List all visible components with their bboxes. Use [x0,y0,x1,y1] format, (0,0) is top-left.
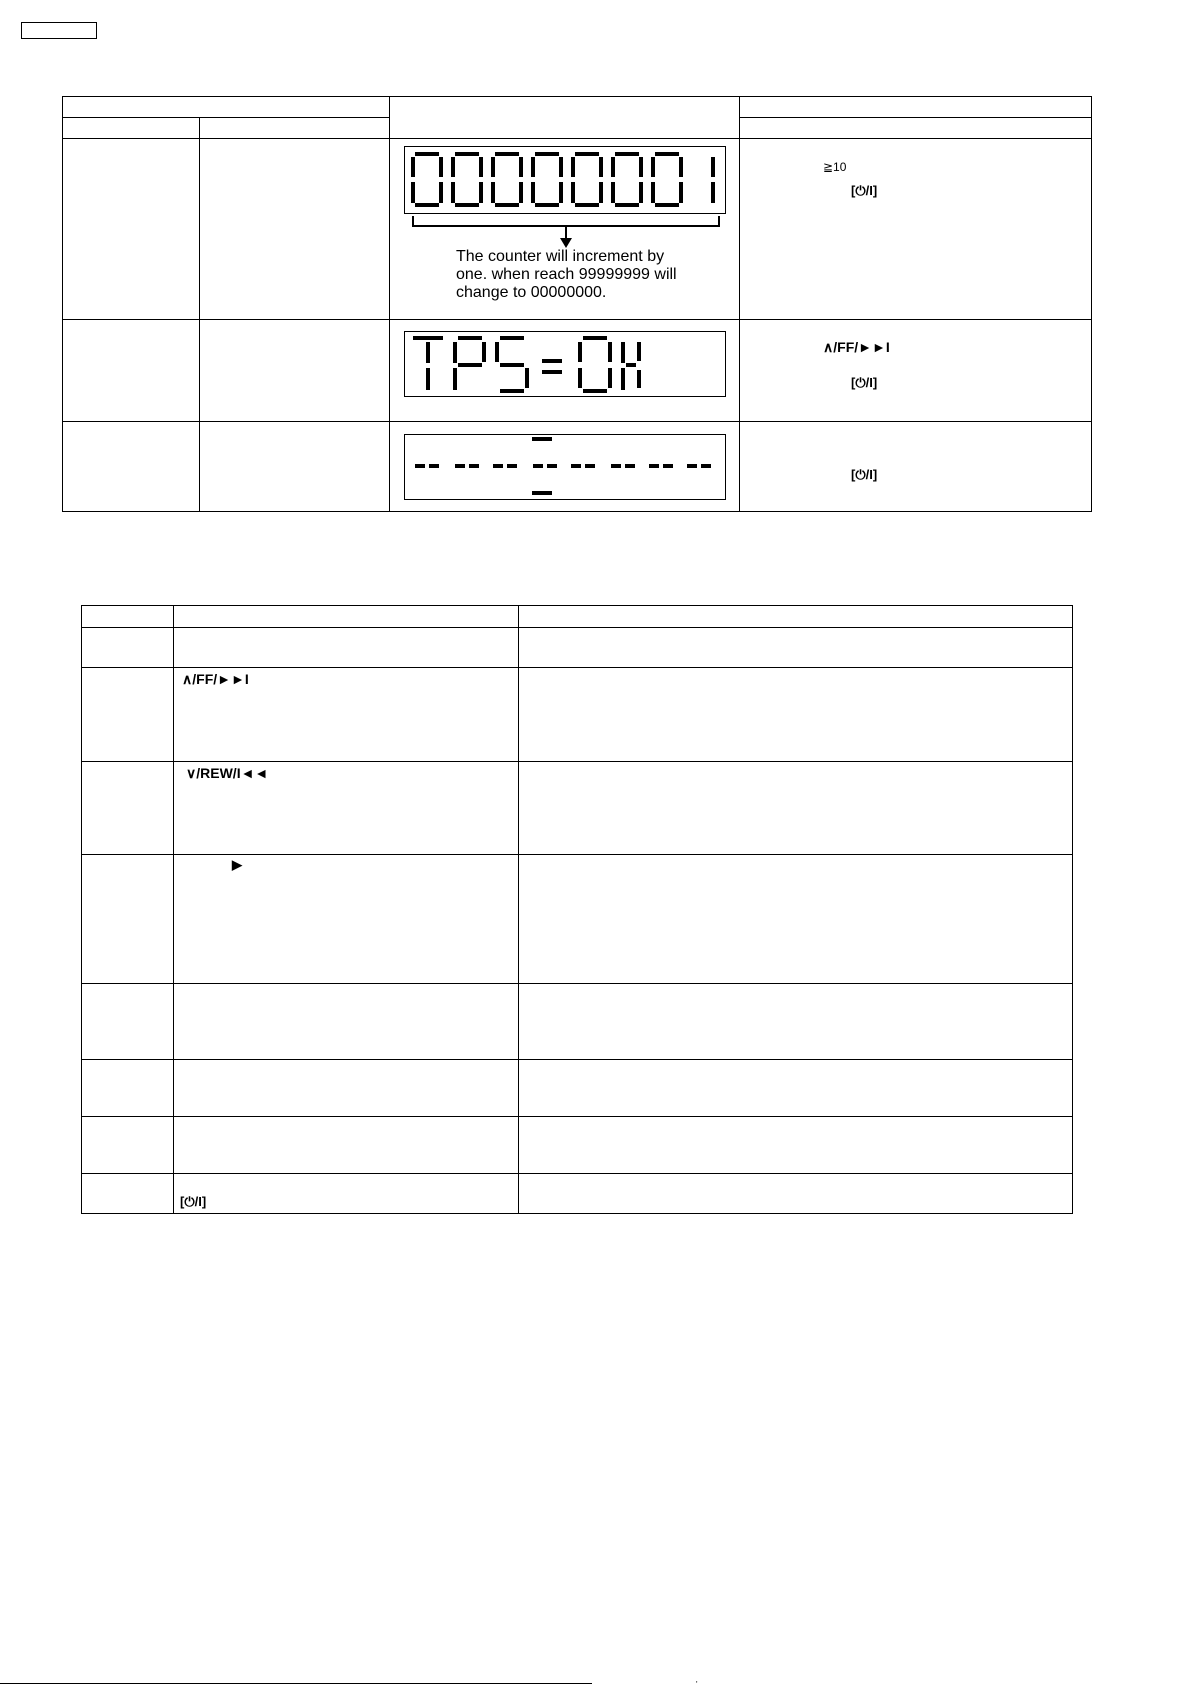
table-cell [390,320,740,422]
power-key-label: [⏻/I] [851,467,878,482]
table-cell [174,762,519,855]
table-cell [519,1174,1073,1214]
table-row [63,422,1092,512]
table-cell [174,1060,519,1117]
table-cell [174,855,519,984]
footer-mark: ' [696,1680,698,1689]
footer-rule [0,1683,592,1684]
power-key-label: [⏻/I] [180,1194,207,1209]
table-cell [82,1060,174,1117]
table-cell [200,139,390,320]
lcd-digit [573,154,601,205]
power-key-label: [⏻/I] [851,375,878,390]
table-cell [174,668,519,762]
table-row [82,1060,1073,1117]
lcd-text-tps-ok [405,332,724,395]
table-row [82,628,1073,668]
lcd-display-counter [404,146,726,214]
table-row [63,320,1092,422]
table-cell [519,762,1073,855]
table-cell [200,320,390,422]
table-cell [390,422,740,512]
table-cell [174,1117,519,1174]
lcd-text-dashes [405,435,724,498]
table-cell [82,1174,174,1214]
header-cell [174,606,519,628]
table-cell [82,628,174,668]
rew-key-label: ∨/REW/I◄◄ [186,765,269,781]
table-cell [740,320,1092,422]
play-icon: ▶ [232,857,242,872]
table-cell [390,139,740,320]
lcd-display-dashes [404,434,726,500]
table-cell [740,422,1092,512]
table-cell [200,422,390,512]
ff-key-label: ∧/FF/►►I [182,671,249,687]
table-cell [519,984,1073,1060]
table-cell [174,1174,519,1214]
lcd-digit [653,154,681,205]
header-cell [63,97,390,118]
power-key-label: [⏻/I] [851,183,878,198]
table-cell [63,139,200,320]
table-row [82,855,1073,984]
display-mode-table [62,96,1092,512]
key-function-table [81,605,1073,1214]
table-row [82,762,1073,855]
table-row [82,984,1073,1060]
table-cell [519,1117,1073,1174]
header-cell [740,97,1092,118]
counter-annotation: The counter will increment by one. when reach 99999999 will change to 00000000. [456,248,677,301]
table-cell [519,855,1073,984]
header-cell [519,606,1073,628]
table-cell [82,984,174,1060]
lcd-digits [405,147,724,212]
bracket-arrow [410,214,740,248]
right-item: ≧10 [823,160,847,174]
ff-key-label: ∧/FF/►►I [823,339,890,355]
header-cell [390,97,740,139]
table-cell [63,422,200,512]
table-cell [82,762,174,855]
table-cell [82,855,174,984]
header-cell [740,118,1092,139]
table-cell [519,668,1073,762]
table-row [82,1174,1073,1214]
table-cell [82,1117,174,1174]
lcd-digit [453,154,481,205]
table-cell [519,628,1073,668]
table-header-row [82,606,1073,628]
lcd-digit [613,154,641,205]
header-cell [200,118,390,139]
table-cell [519,1060,1073,1117]
table-cell [740,139,1092,320]
header-cell [82,606,174,628]
table-cell [174,984,519,1060]
table-cell [82,668,174,762]
lcd-digit [493,154,521,205]
table-row [82,668,1073,762]
table-row [82,1117,1073,1174]
table-cell [174,628,519,668]
lcd-digit [533,154,561,205]
lcd-digit [413,154,441,205]
page-label-box [21,22,97,39]
table-cell [63,320,200,422]
header-cell [63,118,200,139]
lcd-display-tps [404,331,726,397]
table-row [63,139,1092,320]
